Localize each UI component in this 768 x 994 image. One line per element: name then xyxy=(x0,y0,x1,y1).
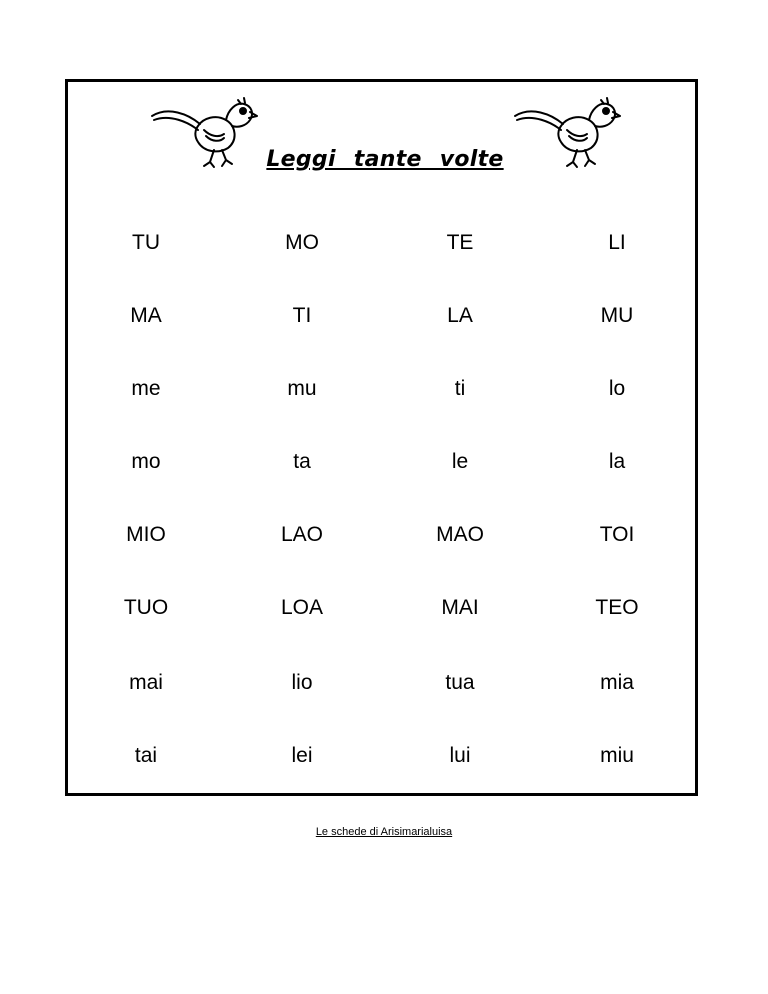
syllable-row xyxy=(0,228,768,258)
syllable: TEO xyxy=(595,596,639,619)
syllable: mu xyxy=(287,377,317,400)
syllable: ta xyxy=(293,450,311,473)
syllable-row xyxy=(0,593,768,623)
bird-icon xyxy=(148,96,258,170)
syllable-row xyxy=(0,447,768,477)
syllable: MAO xyxy=(436,523,484,546)
syllable: tai xyxy=(134,744,158,767)
syllable-row xyxy=(0,301,768,331)
syllable: LAO xyxy=(280,523,324,546)
syllable: TUO xyxy=(123,596,169,619)
syllable: ti xyxy=(454,377,466,400)
syllable: me xyxy=(131,377,161,400)
syllable: LI xyxy=(608,231,626,254)
credit-footer: Le schede di Arisimarialuisa xyxy=(315,826,453,838)
syllable: mai xyxy=(129,671,163,694)
syllable: TI xyxy=(292,304,312,327)
syllable: MAI xyxy=(441,596,479,619)
syllable-row xyxy=(0,741,768,771)
syllable: MA xyxy=(130,304,162,327)
syllable: lei xyxy=(291,744,313,767)
syllable: tua xyxy=(445,671,475,694)
syllable: lui xyxy=(449,744,471,767)
worksheet-title: Leggi tante volte xyxy=(266,147,504,172)
syllable: MU xyxy=(600,304,634,327)
syllable: MIO xyxy=(126,523,166,546)
syllable: mo xyxy=(131,450,161,473)
syllable: lio xyxy=(291,671,313,694)
syllable: MO xyxy=(285,231,319,254)
syllable: mia xyxy=(600,671,634,694)
syllable: TOI xyxy=(599,523,635,546)
syllable: lo xyxy=(608,377,626,400)
syllable: TE xyxy=(446,231,474,254)
syllable-row xyxy=(0,374,768,404)
syllable: LA xyxy=(447,304,473,327)
syllable: LOA xyxy=(280,596,324,619)
bird-icon xyxy=(511,96,621,170)
syllable: le xyxy=(451,450,469,473)
syllable: miu xyxy=(600,744,634,767)
syllable: TU xyxy=(132,231,160,254)
syllable: la xyxy=(608,450,626,473)
syllable-row xyxy=(0,520,768,550)
syllable-row xyxy=(0,668,768,698)
